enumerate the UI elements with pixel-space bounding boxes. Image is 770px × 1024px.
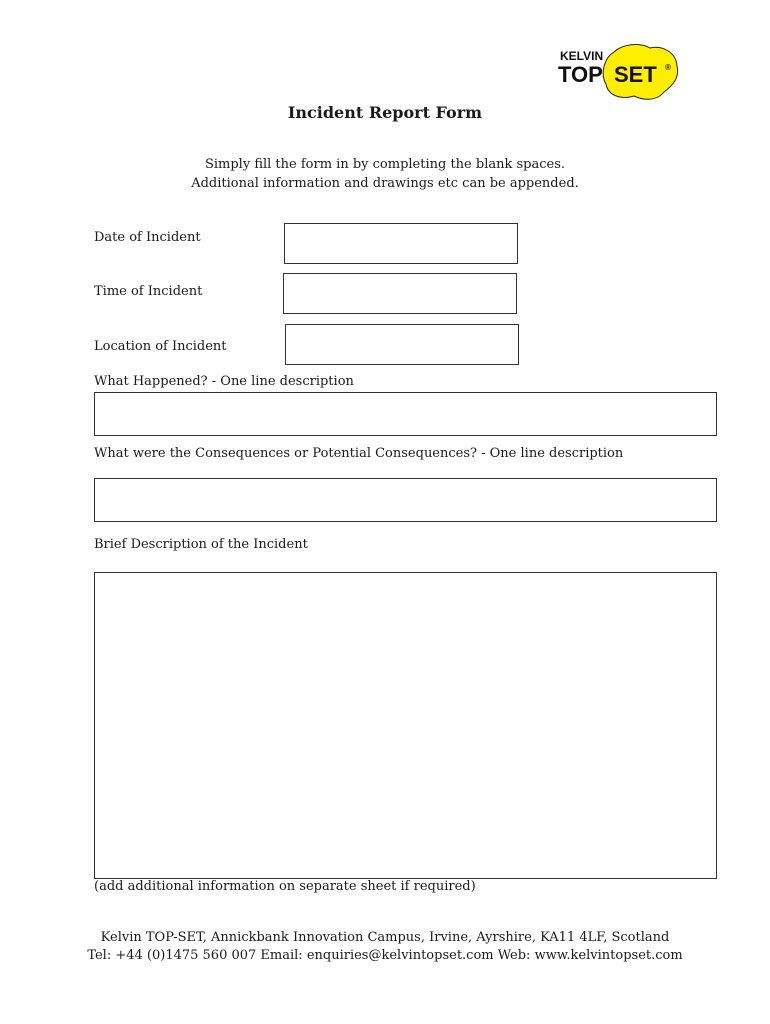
location-of-incident-label: Location of Incident [94,339,227,354]
footer-contact: Tel: +44 (0)1475 560 007 Email: enquiries@kelvintopset.com Web: www.kelvintopset.com [87,948,683,963]
additional-info-note: (add additional information on separate sheet if required) [94,879,476,894]
date-of-incident-label: Date of Incident [94,230,201,245]
logo-set-text: SET [614,62,657,87]
logo-registered-mark: ® [665,63,671,72]
intro-line-1: Simply fill the form in by completing the blank spaces. [204,157,566,172]
time-of-incident-label: Time of Incident [94,284,203,299]
logo-kelvin-text: KELVIN [560,49,604,63]
intro-line-2: Additional information and drawings etc can be appended. [191,176,579,191]
brief-description-field[interactable] [94,572,717,879]
date-of-incident-field[interactable] [284,223,518,264]
company-logo [556,42,682,104]
what-happened-label: What Happened? - One line description [94,374,354,389]
page-title: Incident Report Form [287,103,483,122]
footer-address: Kelvin TOP-SET, Annickbank Innovation Campus, Irvine, Ayrshire, KA11 4LF, Scotland [100,930,670,945]
location-of-incident-field[interactable] [285,324,519,365]
consequences-label: What were the Consequences or Potential Consequences? - One line description [94,446,624,461]
time-of-incident-field[interactable] [283,273,517,314]
kelvin-topset-logo [556,42,682,104]
brief-description-label: Brief Description of the Incident [94,537,308,552]
what-happened-field[interactable] [94,392,717,436]
logo-top-text: TOP [558,62,603,87]
consequences-field[interactable] [94,478,717,522]
